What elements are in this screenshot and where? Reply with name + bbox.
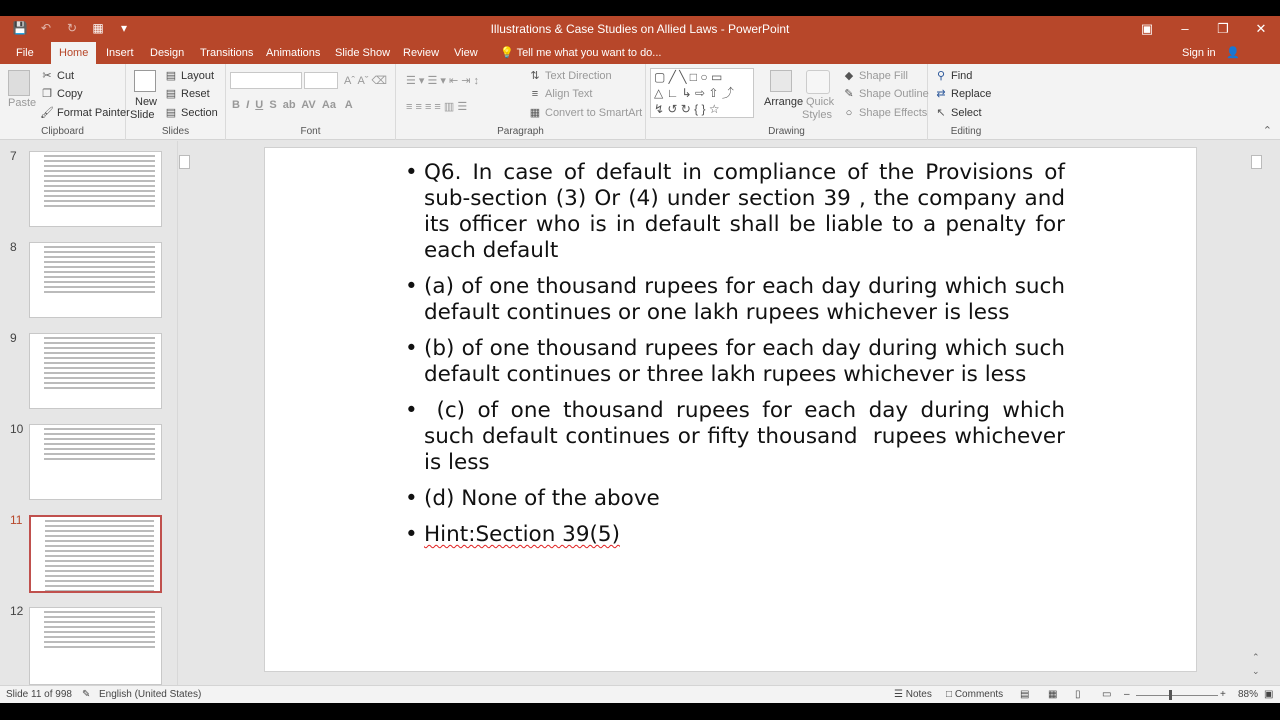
align-text-button[interactable]: ≡ Align Text bbox=[528, 87, 593, 101]
replace-button[interactable]: ⇄ Replace bbox=[934, 87, 991, 101]
quick-styles-button[interactable]: Quick bbox=[806, 96, 835, 108]
restore-button[interactable]: ❐ bbox=[1217, 21, 1229, 36]
scissors-icon: ✂ bbox=[42, 70, 52, 82]
minimize-button[interactable]: – bbox=[1181, 21, 1189, 36]
new-slide-icon[interactable] bbox=[134, 70, 156, 92]
drawing-label: Drawing bbox=[768, 126, 805, 137]
layout-button[interactable]: ▤ Layout bbox=[165, 69, 215, 82]
share-button[interactable] bbox=[1218, 42, 1280, 64]
shape-effects-button[interactable]: ○ Shape Effects bbox=[842, 106, 927, 120]
bullet-text: (c) of one thousand rupees for each day during which such default continues or fifty thousand rupees whichever is less bbox=[424, 398, 1072, 475]
comment-icon: □ bbox=[946, 689, 953, 700]
zoom-out-button[interactable]: – bbox=[1124, 689, 1130, 700]
slides-label: Slides bbox=[161, 126, 190, 137]
save-icon[interactable]: 💾 bbox=[12, 21, 28, 35]
quick-styles-icon[interactable] bbox=[806, 70, 830, 94]
tab-animations[interactable]: Animations bbox=[266, 47, 321, 59]
bullet-item: • Q6. In case of default in compliance of the Provisions of sub-section (3) Or (4) under section 39 , the company and its officer who is in default shall be liable to a penalty for each default bbox=[405, 160, 1065, 263]
paragraph-group bbox=[396, 64, 646, 140]
thumbnail-slide-10[interactable] bbox=[29, 424, 162, 500]
paragraph-label: Paragraph bbox=[497, 126, 544, 137]
bullet-item: • (d) None of the above bbox=[405, 486, 660, 511]
notes-button[interactable]: ☰ Notes bbox=[894, 689, 932, 700]
brush-icon: 🖌 bbox=[40, 107, 54, 119]
ribbon bbox=[0, 64, 1280, 140]
thumbnails-scroll-thumb[interactable] bbox=[179, 155, 190, 169]
previous-slide-icon[interactable]: ⌃ bbox=[1252, 652, 1260, 662]
find-button[interactable]: ⚲ Find bbox=[934, 69, 972, 83]
tab-view[interactable]: View bbox=[454, 47, 478, 59]
sign-in-link[interactable]: Sign in bbox=[1182, 47, 1216, 59]
thumbnail-number: 12 bbox=[10, 604, 24, 618]
bottom-black-bar bbox=[0, 703, 1280, 720]
bullet-item: • Hint:Section 39(5) bbox=[405, 522, 620, 547]
title-bar bbox=[0, 16, 1280, 42]
customize-qat-icon[interactable]: ▾ bbox=[120, 21, 128, 35]
slide-counter: Slide 11 of 998 bbox=[6, 689, 72, 700]
new-slide-label: Slide bbox=[130, 109, 155, 121]
format-painter-button[interactable]: 🖌 Format Painter bbox=[40, 106, 130, 119]
copy-icon: ❐ bbox=[42, 88, 52, 100]
effects-icon: ○ bbox=[845, 107, 853, 119]
tab-review[interactable]: Review bbox=[403, 47, 440, 59]
slides-group bbox=[126, 64, 226, 140]
tab-design[interactable]: Design bbox=[150, 47, 185, 59]
language-indicator[interactable]: English (United States) bbox=[99, 689, 202, 700]
font-size-controls[interactable]: Aˆ Aˇ ⌫ bbox=[344, 75, 388, 87]
thumbnail-number: 8 bbox=[10, 240, 17, 254]
thumbnails-scrollbar[interactable] bbox=[177, 141, 191, 685]
clipboard-label: Clipboard bbox=[41, 126, 84, 137]
bullet-text: (b) of one thousand rupees for each day during which such default continues or three lakh rupees whichever is less bbox=[424, 336, 1065, 387]
reset-icon: ▤ bbox=[165, 88, 177, 100]
font-name-box[interactable] bbox=[230, 72, 302, 89]
ribbon-tabs bbox=[0, 42, 1280, 64]
drawing-group bbox=[646, 64, 928, 140]
thumbnail-slide-8[interactable] bbox=[29, 242, 162, 318]
editing-group bbox=[928, 64, 1004, 140]
font-label: Font bbox=[300, 126, 321, 137]
spell-check-icon[interactable]: ✎ bbox=[82, 689, 91, 700]
font-size-box[interactable] bbox=[304, 72, 338, 89]
slide-canvas[interactable] bbox=[264, 147, 1197, 672]
bullet-item: • (c) of one thousand rupees for each day during which such default continues or fifty thousand rupees whichever is less bbox=[405, 398, 1072, 475]
list-buttons[interactable]: ☰ ▾ ☰ ▾ ⇤ ⇥ ↕ bbox=[406, 75, 480, 87]
clipboard-group bbox=[0, 64, 130, 140]
tab-insert[interactable]: Insert bbox=[106, 47, 134, 59]
comments-button[interactable]: □ Comments bbox=[946, 689, 1004, 700]
align-buttons[interactable]: ≡ ≡ ≡ ≡ ▥ ☰ bbox=[406, 101, 468, 113]
thumbnail-number: 7 bbox=[10, 149, 17, 163]
layout-icon: ▤ bbox=[165, 70, 177, 82]
zoom-in-button[interactable]: + bbox=[1220, 689, 1226, 700]
status-bar bbox=[0, 685, 1280, 703]
tab-transitions[interactable]: Transitions bbox=[200, 47, 254, 59]
slide-scrollbar[interactable] bbox=[1250, 141, 1264, 685]
pen-icon: ✎ bbox=[844, 88, 854, 100]
reset-button[interactable]: ▤ Reset bbox=[165, 87, 210, 100]
text-direction-button[interactable]: ⇅ Text Direction bbox=[528, 69, 612, 83]
paint-bucket-icon: ◆ bbox=[844, 70, 854, 82]
thumbnail-number: 9 bbox=[10, 331, 17, 345]
bullet-item: • (b) of one thousand rupees for each day during which such default continues or three lakh rupees whichever is less bbox=[405, 336, 1065, 387]
text-direction-icon: ⇅ bbox=[530, 70, 540, 82]
copy-button[interactable]: ❐ Copy bbox=[40, 87, 83, 101]
tab-home[interactable]: Home bbox=[51, 42, 96, 64]
shape-fill-button[interactable]: ◆ Shape Fill bbox=[842, 69, 908, 83]
align-text-icon: ≡ bbox=[531, 88, 539, 100]
font-group bbox=[226, 64, 396, 140]
notes-icon: ☰ bbox=[894, 689, 903, 700]
slideshow-view-icon[interactable]: ▭ bbox=[1102, 689, 1112, 700]
tab-file[interactable]: File bbox=[16, 47, 34, 59]
zoom-level[interactable]: 88% bbox=[1238, 689, 1259, 700]
slide-content-placeholder[interactable] bbox=[405, 160, 1072, 558]
arrange-button[interactable]: Arrange bbox=[764, 96, 804, 108]
smartart-icon: ▦ bbox=[529, 107, 541, 119]
search-icon: ⚲ bbox=[936, 70, 946, 82]
mouse-cursor-icon bbox=[709, 548, 721, 562]
cursor-icon: ↖ bbox=[936, 107, 946, 119]
top-black-bar bbox=[0, 0, 1280, 16]
tell-me-search[interactable]: 💡 Tell me what you want to do... bbox=[500, 47, 662, 59]
editing-label: Editing bbox=[950, 126, 982, 137]
slide-sorter-icon[interactable]: ▦ bbox=[1048, 689, 1058, 700]
slide-scroll-thumb[interactable] bbox=[1251, 155, 1262, 169]
paste-icon[interactable] bbox=[8, 70, 30, 96]
arrange-icon[interactable] bbox=[770, 70, 792, 92]
shapes-gallery[interactable]: ▢ ╱ ╲ □ ○ ▭ △ ∟ ↳ ⇨ ⇧ ⤴ ↯ ↺ ↻ { } ☆ bbox=[650, 68, 754, 118]
thumbnail-slide-7[interactable] bbox=[29, 151, 162, 227]
tab-slide-show[interactable]: Slide Show bbox=[335, 47, 391, 59]
collapse-ribbon-icon[interactable]: ⌃ bbox=[1262, 125, 1272, 137]
zoom-slider-thumb[interactable] bbox=[1169, 690, 1172, 700]
select-button[interactable]: ↖ Select bbox=[934, 106, 982, 120]
window-title: Illustrations & Case Studies on Allied Laws - PowerPoint bbox=[490, 22, 790, 36]
start-from-beginning-icon[interactable]: ▦ bbox=[92, 21, 104, 35]
share-person-icon: 👤 bbox=[1226, 47, 1240, 59]
cut-button[interactable]: ✂ Cut bbox=[40, 69, 74, 83]
undo-icon[interactable]: ↶ bbox=[40, 21, 52, 35]
bullet-text: (d) None of the above bbox=[424, 486, 660, 511]
lightbulb-icon: 💡 bbox=[500, 47, 514, 59]
section-icon: ▤ bbox=[165, 107, 177, 119]
font-style-buttons[interactable]: B I U S ab AV Aa A bbox=[232, 99, 353, 111]
zoom-slider[interactable] bbox=[1136, 695, 1218, 696]
replace-icon: ⇄ bbox=[936, 88, 946, 100]
thumbnail-slide-11-selected[interactable] bbox=[29, 515, 162, 593]
fit-to-window-icon[interactable]: ▣ bbox=[1264, 689, 1274, 700]
hint-text: Hint:Section 39(5) bbox=[424, 522, 620, 547]
slide-editing-area bbox=[193, 141, 1264, 685]
ribbon-display-options-icon[interactable]: ▣ bbox=[1140, 21, 1154, 36]
close-button[interactable]: ✕ bbox=[1255, 21, 1267, 36]
next-slide-icon[interactable]: ⌄ bbox=[1252, 666, 1260, 676]
reading-view-icon[interactable]: ▯ bbox=[1075, 689, 1081, 700]
paste-button[interactable]: Paste bbox=[8, 97, 37, 109]
bullet-text: (a) of one thousand rupees for each day during which such default continues or one lakh rupees whichever is less bbox=[424, 274, 1065, 325]
normal-view-icon[interactable]: ▤ bbox=[1020, 689, 1030, 700]
shape-outline-button[interactable]: ✎ Shape Outline bbox=[842, 87, 929, 101]
bullet-item: • (a) of one thousand rupees for each day during which such default continues or one lakh rupees whichever is less bbox=[405, 274, 1065, 325]
bullet-text: Q6. In case of default in compliance of the Provisions of sub-section (3) Or (4) under section 39 , the company and its officer who is in default shall be liable to a penalty for each default bbox=[424, 160, 1065, 263]
thumbnail-slide-12[interactable] bbox=[29, 607, 162, 685]
quick-styles-label: Styles bbox=[802, 109, 832, 121]
thumbnail-number-selected: 11 bbox=[10, 513, 23, 527]
slide-thumbnails-pane bbox=[0, 141, 192, 685]
redo-icon[interactable]: ↻ bbox=[66, 21, 78, 35]
section-button[interactable]: ▤ Section bbox=[165, 106, 218, 119]
thumbnail-number: 10 bbox=[10, 422, 24, 436]
new-slide-button[interactable]: New bbox=[135, 96, 158, 108]
convert-smartart-button[interactable]: ▦ Convert to SmartArt bbox=[529, 106, 643, 119]
thumbnail-slide-9[interactable] bbox=[29, 333, 162, 409]
